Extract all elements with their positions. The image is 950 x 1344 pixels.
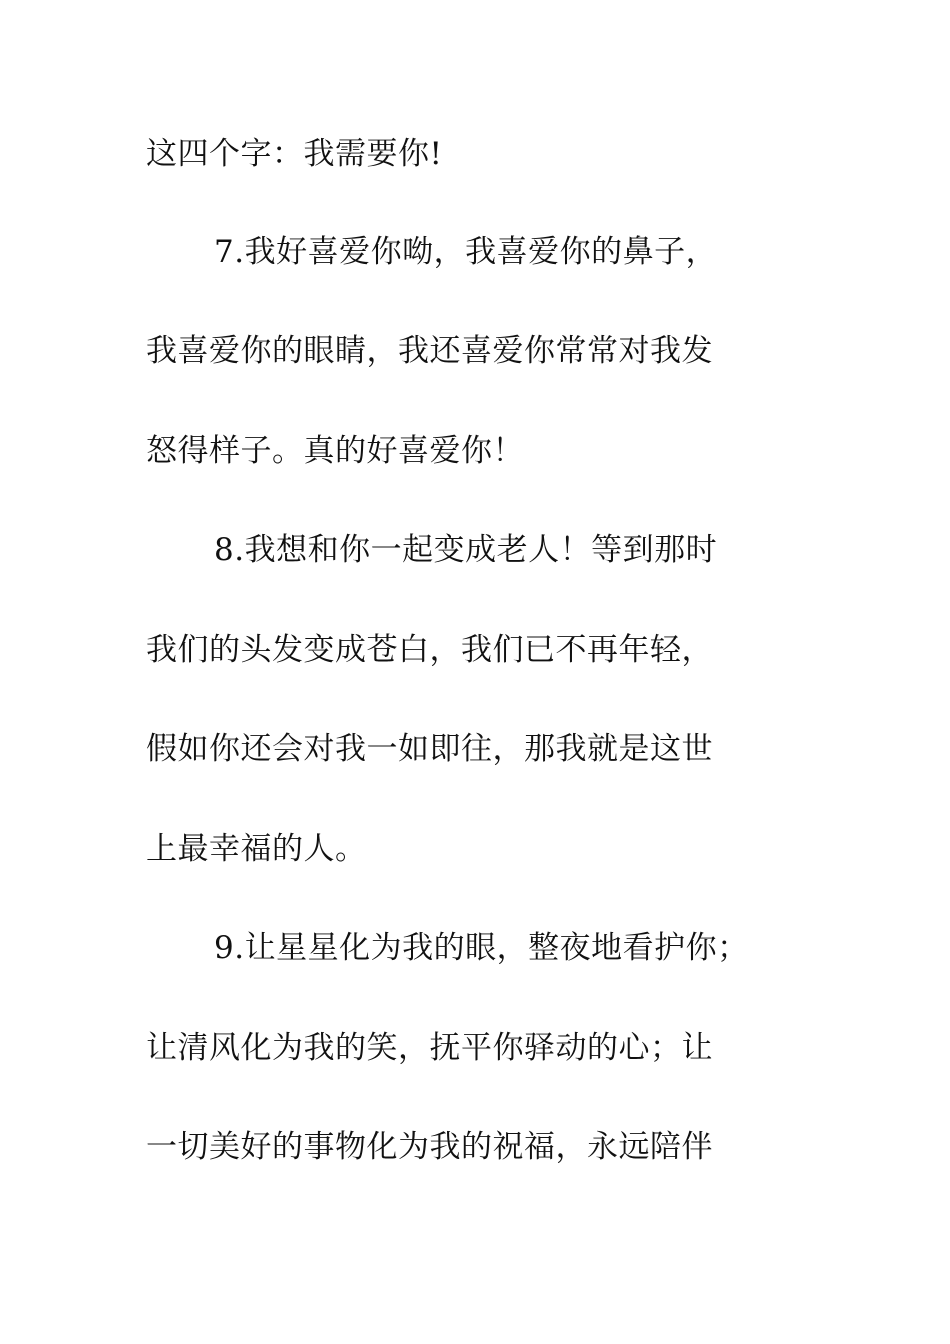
text-line-3: 我喜爱你的眼睛，我还喜爱你常常对我发 bbox=[146, 333, 713, 369]
text-line-10: 让清风化为我的笑，抚平你驿动的心；让 bbox=[146, 1030, 713, 1066]
text-line-9-item-9: 9.让星星化为我的眼，整夜地看护你； bbox=[214, 930, 749, 966]
text-line-6: 我们的头发变成苍白，我们已不再年轻， bbox=[146, 632, 713, 668]
text-line-4: 怒得样子。真的好喜爱你！ bbox=[146, 433, 524, 469]
text-line-1: 这四个字：我需要你! bbox=[146, 136, 443, 172]
text-line-7: 假如你还会对我一如即往，那我就是这世 bbox=[146, 731, 713, 767]
text-line-8: 上最幸福的人。 bbox=[146, 831, 367, 867]
text-line-11: 一切美好的事物化为我的祝福，永远陪伴 bbox=[146, 1129, 713, 1165]
text-line-2-item-7: 7.我好喜爱你呦，我喜爱你的鼻子， bbox=[214, 234, 718, 270]
text-line-5-item-8: 8.我想和你一起变成老人！等到那时 bbox=[214, 532, 718, 568]
